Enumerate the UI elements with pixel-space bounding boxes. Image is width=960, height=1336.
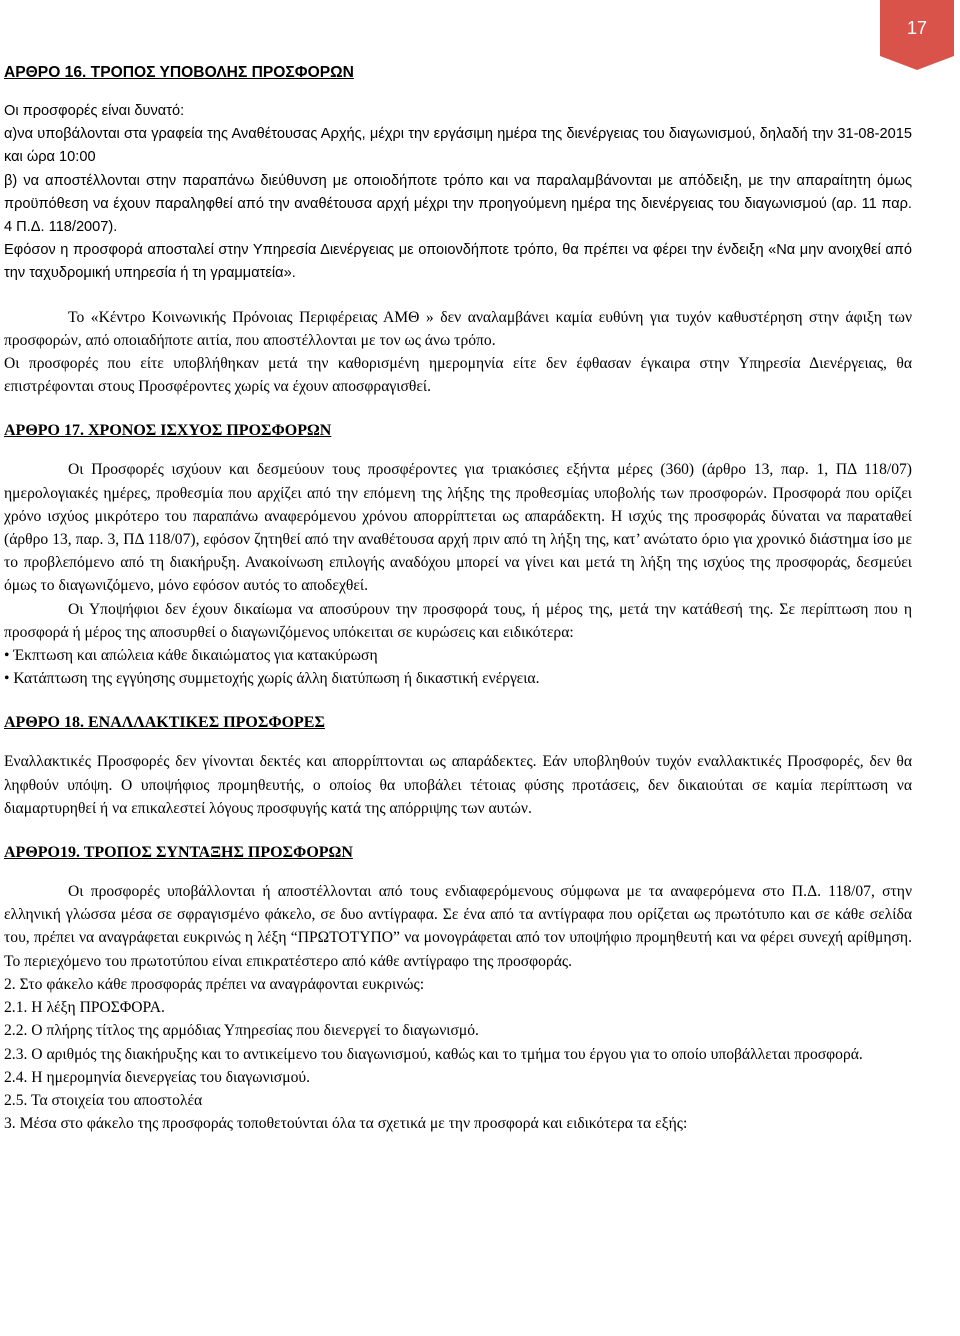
article-16-liability: Το «Κέντρο Κοινωνικής Πρόνοιας Περιφέρειας ΑΜΘ » δεν αναλαμβάνει καμία ευθύνη για τυχόν καθυστέρηση στην άφιξη των προσφορών, από οποιαδήποτε αιτία, που αποστέλλονται με τον ως άνω τρόπο. [4, 308, 912, 349]
article-19-item-2-5: 2.5. Τα στοιχεία του αποστολέα [4, 1091, 203, 1109]
article-16-option-a: α)να υποβάλονται στα γραφεία της Αναθέτουσας Αρχής, μέχρι την εργάσιμη ημέρα της διενέργειας του διαγωνισμού, δηλαδή την 31-08-2015 και ώρα 10:00 [4, 126, 912, 166]
page-number-badge [880, 0, 954, 56]
article-16-option-b: β) να αποστέλλονται στην παραπάνω διεύθυνση με οποιοδήποτε τρόπο και να παραλαμβάνονται με απόδειξη, με την απαραίτητη όμως προϋπόθεση να έχουν παραληφθεί από την αναθέτουσα αρχή μέχρι την προηγούμενη ημέρα της διενέργειας του διαγωνισμού (αρ. 11 παρ. 4 Π.Δ. 118/2007). [4, 172, 912, 236]
article-16-late-offers: Οι προσφορές που είτε υποβλήθηκαν μετά την καθορισμένη ημερομηνία είτε δεν έφθασαν έγκαιρα στην Υπηρεσία Διενέργειας, θα επιστρέφονται στους Προσφέροντες χωρίς να έχουν αποσφραγισθεί. [4, 355, 912, 396]
article-19 [4, 840, 912, 1135]
article-17-withdrawal: Οι Υποψήφιοι δεν έχουν δικαίωμα να αποσύρουν την προσφορά τους, ή μέρος της, μετά την κατάθεσή της. Σε περίπτωση που η προσφορά ή μέρος της αποσυρθεί ο διαγωνιζόμενος υπόκειται σε κυρώσεις και ειδικότερα: [4, 600, 912, 641]
article-16 [4, 60, 912, 398]
document-body [4, 60, 912, 1135]
article-19-item-3: 3. Μέσα στο φάκελο της προσφοράς τοποθετούνται όλα τα σχετικά με την προσφορά και ειδικότερα τα εξής: [4, 1115, 688, 1133]
article-18-heading: ΑΡΘΡΟ 18. ΕΝΑΛΛΑΚΤΙΚΕΣ ΠΡΟΣΦΟΡΕΣ [4, 714, 325, 732]
article-19-item-2: 2. Στο φάκελο κάθε προσφοράς πρέπει να αναγράφονται ευκρινώς: [4, 975, 425, 993]
article-17-validity: Οι Προσφορές ισχύουν και δεσμεύουν τους προσφέροντες για τριακόσιες εξήντα μέρες (360) (άρθρο 13, παρ. 1, ΠΔ 118/07) ημερολογιακές ημέρες, προθεσμία που αρχίζει από την επόμενη της λήξης της προθεσμίας υποβολής των προσφορών. Προσφορά που ορίζει χρόνο ισχύος μικρότερο του παραπάνω αναφερόμενου χρόνου απορρίπτεται ως απαράδεκτη. Η ισχύς της προσφοράς δύναται να παραταθεί (άρθρο 13, παρ. 3, ΠΔ 118/07), εφόσον ζητηθεί από την αναθέτουσα αρχή πριν από τη λήξη της, κατ’ ανώτατο όριο για χρονικό διάστημα ίσο με το προβλεπόμενο από τη διακήρυξη. Ανακοίνωση επιλογής αναδόχου μπορεί να γίνει και μετά τη λήξη της ισχύος της προσφοράς, δεσμεύει όμως το διαγωνιζόμενο, μόνο εφόσον αυτός το αποδεχθεί. [4, 461, 912, 595]
page-number: 17 [906, 17, 928, 38]
article-17-heading: ΑΡΘΡΟ 17. ΧΡΟΝΟΣ ΙΣΧΥΟΣ ΠΡΟΣΦΟΡΩΝ [4, 422, 332, 440]
article-16-intro: Οι προσφορές είναι δυνατό: [4, 103, 185, 119]
article-17-bullet-1: • Έκπτωση και απώλεια κάθε δικαιώματος για κατακύρωση [4, 647, 378, 665]
article-18 [4, 710, 912, 820]
article-17 [4, 418, 912, 690]
article-19-item-2-2: 2.2. Ο πλήρης τίτλος της αρμόδιας Υπηρεσίας που διενεργεί το διαγωνισμό. [4, 1022, 479, 1040]
article-16-envelope-note: Εφόσον η προσφορά αποσταλεί στην Υπηρεσία Διενέργειας με οποιονδήποτε τρόπο, θα πρέπει να φέρει την ένδειξη «Να μην ανοιχθεί από την ταχυδρομική υπηρεσία ή τη γραμματεία». [4, 242, 912, 282]
article-19-heading: ΑΡΘΡΟ19. ΤΡΟΠΟΣ ΣΥΝΤΑΞΗΣ ΠΡΟΣΦΟΡΩΝ [4, 844, 353, 862]
article-19-item-2-3: 2.3. Ο αριθμός της διακήρυξης και το αντικείμενο του διαγωνισμού, καθώς και το τμήμα του έργου για το οποίο υποβάλλεται προσφορά. [4, 1045, 863, 1063]
article-19-item-2-1: 2.1. Η λέξη ΠΡΟΣΦΟΡΑ. [4, 999, 165, 1017]
article-16-heading: ΑΡΘΡΟ 16. ΤΡΟΠΟΣ ΥΠΟΒΟΛΗΣ ΠΡΟΣΦΟΡΩΝ [4, 64, 354, 81]
article-19-text: Οι προσφορές υποβάλλονται ή αποστέλλονται από τους ενδιαφερόμενους σύμφωνα με τα αναφερόμενα στο Π.Δ. 118/07, στην ελληνική γλώσσα μέσα σε σφραγισμένο φάκελο, σε δυο αντίγραφα. Σε ένα από τα αντίγραφα που ορίζεται ως πρωτότυπο και σε κάθε σελίδα του, πρέπει να αναγράφεται ευκρινώς η λέξη “ΠΡΩΤΟΤΥΠΟ” να μονογράφεται από τον υποψήφιο προμηθευτή και να φέρει συνεχή αρίθμηση. Το περιεχόμενο του πρωτοτύπου είναι επικρατέστερο από κάθε αντίγραφο της προσφοράς. [4, 883, 912, 970]
article-19-item-2-4: 2.4. Η ημερομηνία διενεργείας του διαγωνισμού. [4, 1068, 310, 1086]
article-18-text: Εναλλακτικές Προσφορές δεν γίνονται δεκτές και απορρίπτονται ως απαράδεκτες. Εάν υποβληθούν τυχόν εναλλακτικές Προσφορές, δεν θα ληφθούν υπόψη. Ο υποψήφιος προμηθευτής, ο οποίος θα υποβάλει τέτοιας φύσης προτάσεις, δεν δικαιούται σε καμία περίπτωση να διαμαρτυρηθεί ή να επικαλεστεί λόγους προσφυγής κατά της απόρριψης των αυτών. [4, 753, 912, 817]
article-17-bullet-2: • Κατάπτωση της εγγύησης συμμετοχής χωρίς άλλη διατύπωση ή δικαστική ενέργεια. [4, 670, 540, 688]
